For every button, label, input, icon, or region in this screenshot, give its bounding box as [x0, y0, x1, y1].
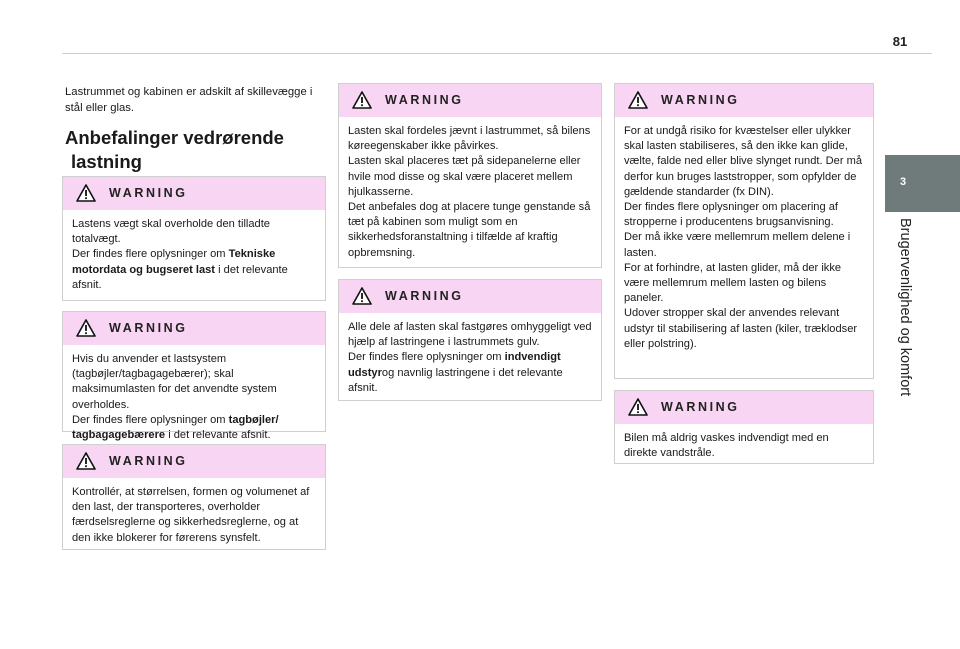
warning-text	[72, 217, 316, 293]
warning-header	[63, 445, 325, 478]
warning-title: WARNING	[385, 289, 464, 303]
chapter-title-wrap	[890, 218, 920, 428]
warning-box-straps	[614, 83, 874, 379]
warning-box-distribution	[338, 83, 602, 268]
warning-text-run: i det relevante afsnit.	[165, 429, 271, 442]
warning-header	[615, 391, 873, 424]
warning-text	[72, 352, 316, 443]
warning-title: WARNING	[385, 93, 464, 107]
warning-header	[615, 84, 873, 117]
warning-text-run: Lastens vægt skal overholde den tilladte totalvægt.	[72, 218, 270, 246]
warning-box-load-size	[62, 444, 326, 550]
warning-box-securing	[338, 279, 602, 401]
warning-body	[339, 313, 601, 396]
warning-text	[348, 320, 592, 396]
header-rule	[62, 53, 932, 54]
page-number: 81	[892, 34, 908, 49]
warning-text	[72, 485, 316, 546]
warning-text	[624, 431, 864, 461]
warning-text-run: i det relevante afsnit.	[72, 263, 288, 291]
warning-box-washing	[614, 390, 874, 464]
warning-box-roof-rack	[62, 311, 326, 442]
warning-text-run: Udover stropper skal der anvendes relevant udstyr til stabilisering af lasten (kiler, træklodser eller polstring).	[624, 307, 858, 350]
intro-text: Lastrummet og kabinen er adskilt af skillevægge i stål eller glas.	[65, 86, 313, 114]
warning-text-bold: indvendigt udstyr	[348, 351, 561, 379]
warning-text-run: Der findes flere oplysninger om	[348, 351, 505, 364]
warning-text-run: Alle dele af lasten skal fastgøres omhyggeligt ved hjælp af lastringene i lastrummets gulv.	[348, 321, 592, 349]
warning-title: WARNING	[109, 321, 188, 335]
warning-body	[615, 117, 873, 352]
warning-header	[339, 280, 601, 313]
warning-triangle-icon	[352, 91, 372, 109]
chapter-number: 3	[899, 176, 907, 188]
warning-body	[339, 117, 601, 261]
warning-body	[615, 424, 873, 461]
warning-title: WARNING	[109, 186, 188, 200]
warning-triangle-icon	[628, 398, 648, 416]
warning-text-run: Der findes flere oplysninger om placering af stropperne i producentens brugsanvisning.	[624, 201, 838, 229]
warning-header	[63, 312, 325, 345]
section-heading-line2: lastning	[71, 151, 142, 172]
warning-text-run: Der findes flere oplysninger om	[72, 413, 229, 426]
warning-triangle-icon	[628, 91, 648, 109]
warning-triangle-icon	[76, 184, 96, 202]
warning-body	[63, 210, 325, 293]
warning-text-bold: Tekniske motordata og bugseret last	[72, 248, 276, 276]
warning-triangle-icon	[352, 287, 372, 305]
section-heading-line1: Anbefalinger vedrørende	[65, 127, 284, 148]
warning-text	[624, 124, 864, 352]
warning-text-run: Der findes flere oplysninger om	[72, 248, 229, 261]
warning-text-run: og navnlig lastringene i det relevante afsnit.	[348, 366, 563, 394]
warning-text-run: Der må ikke være mellemrum mellem delene i lasten.	[624, 231, 851, 259]
warning-box-weight	[62, 176, 326, 301]
section-heading	[65, 126, 327, 174]
warning-text-run: Lasten skal placeres tæt på sidepanelerne eller hvile mod disse og skal være placeret mellem hjulkasserne.	[348, 155, 581, 198]
warning-header	[339, 84, 601, 117]
chapter-title: Brugervenlighed og komfort	[897, 218, 913, 397]
warning-title: WARNING	[109, 454, 188, 468]
warning-text-run: For at forhindre, at lasten glider, må der ikke være mellemrum mellem lasten og bilens paneler.	[624, 261, 842, 305]
warning-title: WARNING	[661, 93, 740, 107]
warning-text-run: Hvis du anvender et lastsystem (tagbøjler/tagbagagebærer); skal maksimumlasten for det anvendte system overholdes.	[72, 353, 277, 411]
warning-header	[63, 177, 325, 210]
warning-text-bold: tagbøjler/ tagbagagebærere	[72, 413, 279, 442]
warning-text-run: For at undgå risiko for kvæstelser eller ulykker skal lasten stabiliseres, så den ikke kan glide, vælte, falde ned eller blive slynget rundt. Der må derfor kun bruges laststropper, som opfylder de gældende standarder (fx DIN).	[624, 125, 863, 198]
warning-body	[63, 478, 325, 546]
warning-triangle-icon	[76, 452, 96, 470]
warning-text-run: Det anbefales dog at placere tunge genstande så tæt på kabinen som muligt som en sikkerhedsforanstaltning i tilfælde af kraftig opbremsning.	[348, 201, 591, 259]
warning-body	[63, 345, 325, 443]
warning-text	[348, 124, 592, 261]
warning-triangle-icon	[76, 319, 96, 337]
warning-text-run: Lasten skal fordeles jævnt i lastrummet, så bilens køreegenskaber ikke påvirkes.	[348, 125, 591, 153]
warning-text-run: Kontrollér, at størrelsen, formen og volumenet af den last, der transporteres, overholder færdselsreglerne og sikkerhedsreglerne, og at den ikke blokerer for førerens synsfelt.	[72, 486, 310, 544]
warning-title: WARNING	[661, 400, 740, 414]
warning-text-run: Bilen må aldrig vaskes indvendigt med en direkte vandstråle.	[624, 432, 829, 460]
